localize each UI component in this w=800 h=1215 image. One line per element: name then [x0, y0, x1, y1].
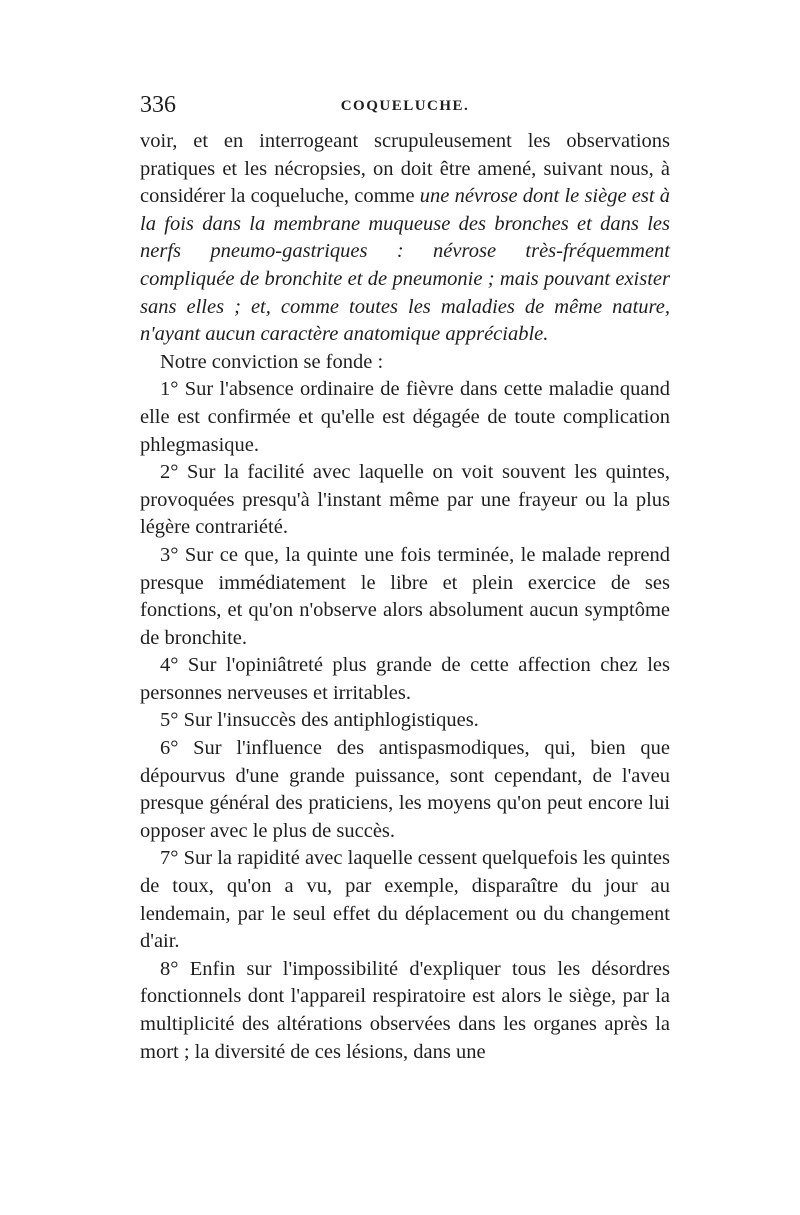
- paragraph: 5° Sur l'insuccès des antiphlogistiques.: [160, 709, 479, 732]
- running-title: COQUELUCHE.: [340, 98, 470, 114]
- paragraph: 4° Sur l'opiniâtreté plus grande de cette affection chez les personnes nerveuses et irritables.: [140, 654, 670, 704]
- italic-text: une névrose dont le siège est à la fois dans la membrane muqueuse des bronches et dans les nerfs pneumo-gastriques : névrose très-fréquemment compliquée de bronchite et de pneumonie ; mais pouvant exister sans elles ; et, comme toutes les maladies de même nature, n'ayant aucun caractère anatomique appréciable.: [140, 185, 670, 346]
- paragraph: 3° Sur ce que, la quinte une fois terminée, le malade reprend presque immédiatement le libre et plein exercice de ses fonctions, et qu'on n'observe alors absolument aucun symptôme de bronchite.: [140, 543, 670, 649]
- paragraph: 6° Sur l'influence des antispasmodiques, qui, bien que dépourvus d'une grande puissance, sont cependant, de l'aveu presque général des praticiens, les moyens qu'on peut encore lui opposer avec le plus de succès.: [140, 737, 670, 842]
- paragraph: 7° Sur la rapidité avec laquelle cessent quelquefois les quintes de toux, qu'on a vu, par exemple, disparaître du jour au lendemain, par le seul effet du déplacement ou du changement d'air.: [140, 847, 670, 953]
- page-header: [140, 92, 670, 126]
- page-number: 336: [140, 92, 176, 118]
- paragraph: Notre conviction se fonde :: [160, 350, 384, 373]
- paragraph: [140, 128, 670, 349]
- paragraph: 8° Enfin sur l'impossibilité d'expliquer tous les désordres fonctionnels dont l'appareil respiratoire est alors le siège, par la multiplicité des altérations observées dans les organes après la mort ; la diversité de ces lésions, dans une: [140, 957, 670, 1063]
- paragraph-text: voir, et en interrogeant scrupuleusement les observations pratiques et les nécropsies, on doit être amené, suivant nous, à considérer la coqueluche, comme: [140, 130, 670, 208]
- paragraph: 1° Sur l'absence ordinaire de fièvre dans cette maladie quand elle est confirmée et qu'elle est dégagée de toute complication phlegmasique.: [140, 378, 670, 456]
- body-text: [140, 128, 670, 1066]
- paragraph: 2° Sur la facilité avec laquelle on voit souvent les quintes, provoquées presqu'à l'instant même par une frayeur ou la plus légère contrariété.: [140, 461, 670, 539]
